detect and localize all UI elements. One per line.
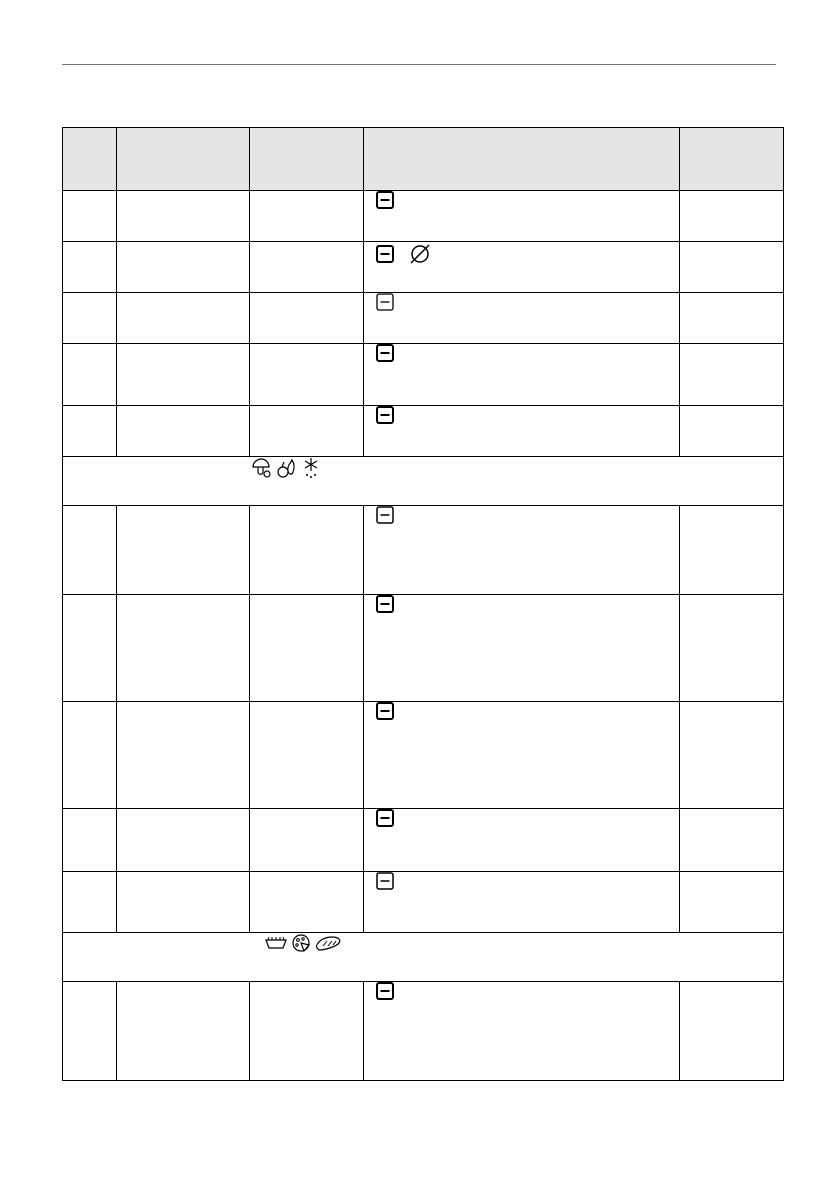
function-cell [364, 702, 680, 809]
heating-function-icon [376, 702, 394, 720]
heating-function-icon [376, 982, 394, 1000]
heating-function-icon-thin [376, 293, 394, 311]
table-header-row [63, 128, 784, 191]
table-row [63, 406, 784, 457]
header-cell-3 [250, 128, 364, 191]
category-row-vegetables-fruit-defrost [63, 457, 784, 506]
heating-function-icon [376, 872, 394, 890]
heating-function-icon [376, 809, 394, 827]
category-row-baking [63, 933, 784, 982]
function-cell [364, 344, 680, 406]
heating-function-icon [376, 406, 394, 424]
heating-function-icon [376, 595, 394, 613]
table-row [63, 293, 784, 344]
baking-tin-icon [264, 934, 288, 952]
table-row [63, 242, 784, 293]
mushroom-icon [250, 457, 272, 479]
function-cell [364, 595, 680, 702]
header-cell-4 [364, 128, 680, 191]
heating-function-icon [376, 191, 394, 209]
table-row [63, 506, 784, 595]
fruit-icon [275, 457, 297, 479]
header-cell-2 [117, 128, 250, 191]
function-cell [364, 982, 680, 1081]
table-row [63, 809, 784, 872]
function-cell [364, 242, 680, 293]
function-cell [364, 809, 680, 872]
header-rule [62, 64, 776, 65]
table-row [63, 702, 784, 809]
bread-icon [314, 934, 342, 952]
heating-function-icon [376, 506, 394, 524]
recipe-table [62, 127, 784, 1081]
function-cell [364, 191, 680, 242]
table-row [63, 595, 784, 702]
defrost-snowflake-icon [300, 457, 322, 479]
function-cell [364, 872, 680, 933]
table-row [63, 982, 784, 1081]
table-row [63, 344, 784, 406]
pizza-icon [291, 933, 311, 953]
table-row [63, 872, 784, 933]
heating-function-icon [376, 245, 394, 263]
empty-set-icon [408, 242, 432, 266]
header-cell-1 [63, 128, 117, 191]
heating-function-icon [376, 344, 394, 362]
header-cell-5 [680, 128, 784, 191]
function-cell [364, 506, 680, 595]
function-cell [364, 406, 680, 457]
table-row [63, 191, 784, 242]
function-cell [364, 293, 680, 344]
